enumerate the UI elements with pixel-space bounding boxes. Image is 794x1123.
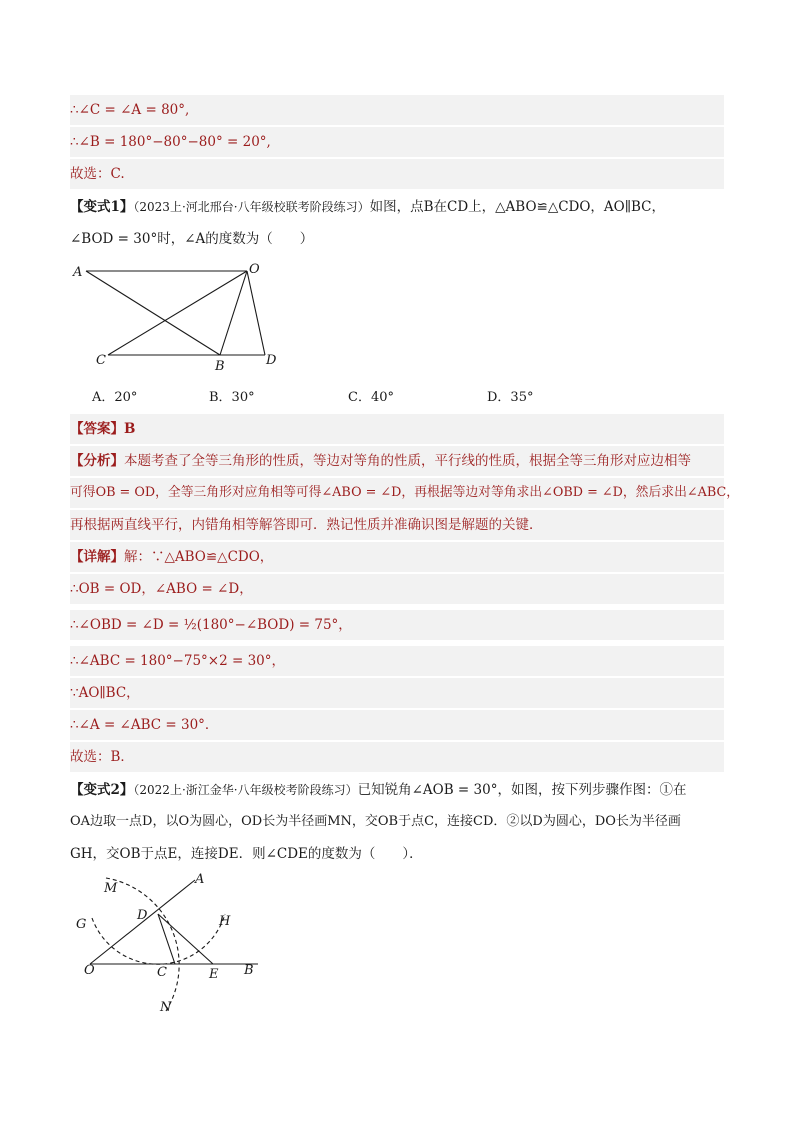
point-label-a: A [73, 265, 83, 280]
question-text: 已知锐角∠AOB = 30°，如图，按下列步骤作图：①在 [357, 782, 687, 798]
question-text: 如图，点B在CD上，△ABO≌△CDO，AO∥BC， [369, 199, 665, 215]
detail-line: ∴∠ABC = 180°−75°×2 = 30°， [70, 646, 724, 676]
detail-tag: 【详解】 [70, 549, 124, 565]
question-stem: ∠BOD = 30°时，∠A的度数为（ ） [70, 231, 314, 247]
point-label-c: C [157, 965, 167, 980]
variant-tag: 【变式2】 [70, 782, 134, 798]
point-label-o: O [249, 262, 260, 277]
option-a: A．20° [92, 390, 138, 405]
solution-line: ∴∠B = 180°−80°−80° = 20°, [70, 127, 724, 157]
option-b: B．30° [209, 390, 255, 405]
geometry-figure-2 [70, 866, 270, 1020]
solution-line: 故选：C. [70, 159, 724, 189]
option-c: C．40° [348, 390, 394, 405]
detail-line: ∴∠OBD = ∠D = ½(180°−∠BOD) = 75°， [70, 610, 724, 640]
point-label-d: D [137, 908, 148, 923]
geometry-figure-1 [66, 258, 286, 374]
detail-line: ∴∠A = ∠ABC = 30°． [70, 710, 724, 740]
answer-line [70, 414, 724, 444]
point-label-d: D [266, 353, 277, 368]
answer-tag: 【答案】 [70, 421, 124, 437]
analysis-text: 本题考查了全等三角形的性质，等边对等角的性质，平行线的性质，根据全等三角形对应边相等 [124, 453, 691, 469]
point-label-a: A [195, 872, 205, 887]
solution-line: ∴∠C = ∠A = 80°, [70, 95, 724, 125]
detail-line: ∵AO∥BC， [70, 678, 724, 708]
point-label-n: N [160, 1000, 172, 1015]
point-label-m: M [104, 881, 118, 896]
question-stem [70, 192, 724, 222]
detail-line: 故选：B． [70, 742, 724, 772]
question-stem [70, 775, 724, 805]
answer-value: B [124, 421, 136, 437]
point-label-e: E [209, 967, 219, 982]
analysis-line [70, 446, 724, 476]
point-label-c: C [96, 353, 106, 368]
detail-line [70, 542, 724, 572]
analysis-line: 可得OB = OD，全等三角形对应角相等可得∠ABO = ∠D，再根据等边对等角求出∠OBD = ∠D，然后求出∠ABC， [70, 478, 724, 508]
question-stem: OA边取一点D，以O为圆心，OD长为半径画MN，交OB于点C，连接CD．②以D为圆心，DO长为半径画 [70, 814, 681, 829]
question-source: （2022上·浙江金华·八年级校考阶段练习） [133, 783, 358, 797]
point-label-b: B [215, 359, 225, 374]
question-source: （2023上·河北邢台·八年级校联考阶段练习） [133, 200, 370, 214]
variant-tag: 【变式1】 [70, 199, 134, 215]
question-stem: GH，交OB于点E，连接DE．则∠CDE的度数为（ ）． [70, 846, 423, 862]
detail-text: 解：∵△ABO≌△CDO， [124, 549, 274, 565]
analysis-line: 再根据两直线平行，内错角相等解答即可．熟记性质并准确识图是解题的关键． [70, 510, 724, 540]
detail-line: ∴OB = OD，∠ABO = ∠D， [70, 574, 724, 604]
analysis-tag: 【分析】 [70, 453, 124, 469]
point-label-b: B [244, 963, 254, 978]
point-label-h: H [219, 914, 231, 929]
point-label-o: O [84, 963, 95, 978]
option-d: D．35° [487, 390, 534, 405]
point-label-g: G [76, 917, 87, 932]
